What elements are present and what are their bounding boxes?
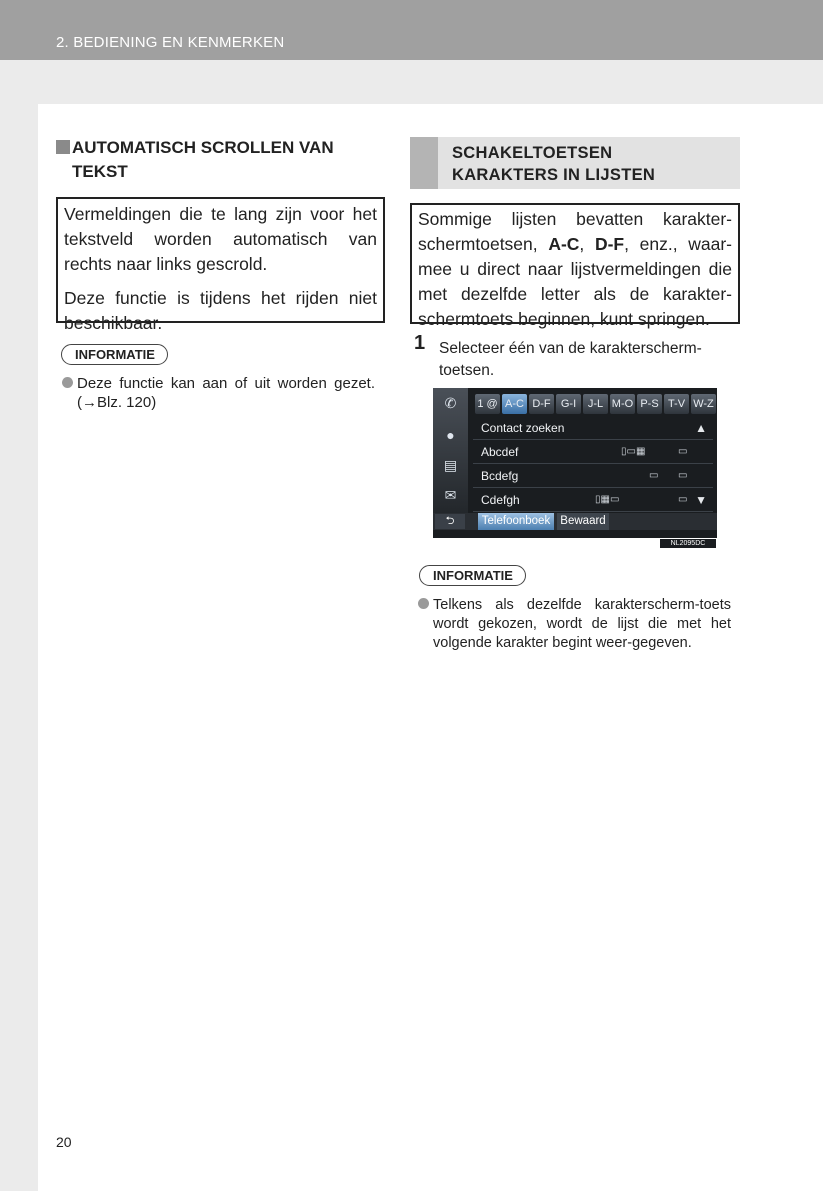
- bullet-dot-icon: [62, 377, 73, 388]
- right-info-bullet: Telkens als dezelfde karakterscherm-toets wordt gekozen, wordt de lijst die met het volgende karakter begint weer-gegeven.: [418, 596, 731, 653]
- step-text: Selecteer één van de karakterscherm-toetsen.: [439, 340, 702, 379]
- left-heading: AUTOMATISCH SCROLLEN VAN TEKST: [56, 136, 376, 184]
- tab-w-z[interactable]: W-Z: [691, 394, 716, 414]
- character-tabs: [475, 394, 715, 414]
- back-button[interactable]: ⮌: [435, 514, 465, 529]
- right-heading: SCHAKELTOETSEN KARAKTERS IN LIJSTEN: [410, 137, 740, 189]
- screen-sidebar: [433, 388, 468, 513]
- tab-m-o[interactable]: M-O: [610, 394, 635, 414]
- right-box-paragraph: Sommige lijsten bevatten karakter-schermtoetsen, A-C, D-F, enz., waar-mee u direct naar lijstvermeldingen die met dezelfde letter als de karakter-schermtoets beginnen, kunt springen.: [418, 209, 732, 329]
- tab-t-v[interactable]: T-V: [664, 394, 689, 414]
- left-box-paragraph-2: Deze functie is tijdens het rijden niet beschikbaar.: [64, 288, 377, 333]
- image-code: NL2095DC: [660, 539, 716, 548]
- tab-1-at[interactable]: 1 @: [475, 394, 500, 414]
- heading-accent-bar: [410, 137, 438, 189]
- list-item[interactable]: Contact zoeken ▲: [473, 417, 713, 440]
- message-icon: ✉: [444, 487, 457, 503]
- scroll-up-icon[interactable]: ▲: [695, 421, 707, 435]
- left-box-paragraph-1: Vermeldingen die te lang zijn voor het tekstveld worden automatisch van rechts naar links gescrold.: [64, 204, 377, 274]
- phone-icon: ✆: [444, 395, 457, 411]
- bullet-dot-icon: [418, 598, 429, 609]
- step-number: 1: [414, 332, 426, 354]
- tab-bewaard[interactable]: Bewaard: [557, 513, 609, 530]
- list-item[interactable]: Abcdef ▯▭▦ ▭: [473, 441, 713, 464]
- tab-j-l[interactable]: J-L: [583, 394, 608, 414]
- contact-type-icon: ▭: [649, 470, 659, 481]
- edit-icon[interactable]: ▭: [678, 446, 688, 457]
- left-info-bullet: Deze functie kan aan of uit worden gezet. (→Blz. 120): [62, 374, 375, 412]
- list-item[interactable]: Cdefgh ▯▦▭ ▭ ▼: [473, 489, 713, 512]
- list-item[interactable]: Bcdefg ▭ ▭: [473, 465, 713, 488]
- informatie-label: INFORMATIE: [61, 344, 168, 365]
- tab-g-i[interactable]: G-I: [556, 394, 581, 414]
- left-info-box: [56, 197, 385, 333]
- right-info-box: [410, 203, 740, 329]
- screen-bottom-bar: [433, 513, 717, 530]
- tab-a-c[interactable]: A-C: [502, 394, 527, 414]
- phonebook-icon: ▤: [443, 457, 458, 473]
- tab-d-f[interactable]: D-F: [529, 394, 554, 414]
- contact-type-icon: ▯▦▭: [595, 494, 620, 505]
- square-bullet-icon: [56, 140, 70, 154]
- section-title: 2. BEDIENING EN KENMERKEN: [56, 34, 285, 51]
- tab-p-s[interactable]: P-S: [637, 394, 662, 414]
- tab-telefoonboek[interactable]: Telefoonboek: [478, 513, 554, 530]
- edit-icon[interactable]: ▭: [678, 470, 688, 481]
- contact-type-icon: ▯▭▦: [621, 446, 646, 457]
- edit-icon[interactable]: ▭: [678, 494, 688, 505]
- contacts-icon: ●: [446, 427, 455, 443]
- informatie-label: INFORMATIE: [419, 565, 526, 586]
- navigation-screen-image: [433, 388, 717, 538]
- page-number: 20: [56, 1134, 72, 1150]
- scroll-down-icon[interactable]: ▼: [695, 493, 707, 507]
- section-header-bar: [0, 0, 823, 60]
